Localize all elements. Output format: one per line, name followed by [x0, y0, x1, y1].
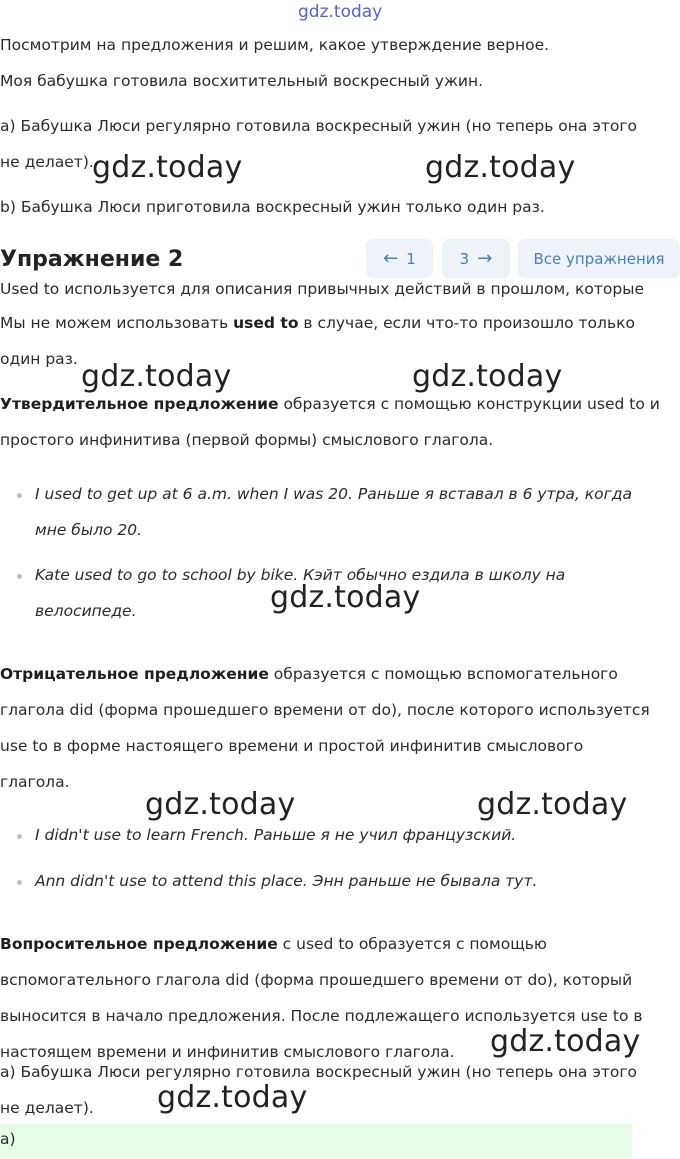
question-paragraph: Вопросительное предложение с used to образуется с помощью [0, 935, 547, 953]
question-paragraph-line-4: настоящем времени и инфинитив смыслового глагола. [0, 1043, 455, 1061]
paragraph-used-to: Мы не можем использовать used to в случае, если что-то произошло только [0, 314, 635, 332]
watermark: gdz.today [425, 150, 576, 185]
answer-text: a) [0, 1130, 16, 1148]
intro-line-2: Моя бабушка готовила восхитительный воскресный ужин. [0, 72, 484, 90]
negative-paragraph-line-4: глагола. [0, 773, 70, 791]
option-a-line-2: не делает). [0, 153, 94, 171]
bullet-icon [17, 834, 22, 839]
bullet-icon [17, 493, 22, 498]
bullet-icon [17, 880, 22, 885]
repeat-option-a-line-1: a) Бабушка Люси регулярно готовила воскресный ужин (но теперь она этого [0, 1063, 637, 1081]
answer-box [0, 1124, 632, 1159]
affirmative-example-2: Kate used to go to school by bike. Кэйт обычно ездила в школу на [35, 566, 566, 584]
negative-example-1: I didn't use to learn French. Раньше я не учил французский. [35, 826, 517, 844]
negative-paragraph: Отрицательное предложение образуется с помощью вспомогательного [0, 665, 618, 683]
negative-paragraph-line-3: use to в форме настоящего времени и простой инфинитив смыслового [0, 737, 584, 755]
watermark: gdz.today [145, 787, 296, 822]
affirmative-paragraph-line-2: простого инфинитива (первой формы) смыслового глагола. [0, 431, 494, 449]
repeat-option-a-line-2: не делает). [0, 1099, 94, 1117]
all-exercises-label: Все упражнения [533, 249, 665, 268]
bullet-icon [17, 574, 22, 579]
exercise-title: Упражнение 2 [0, 247, 184, 272]
option-a-line-1: a) Бабушка Люси регулярно готовила воскресный ужин (но теперь она этого [0, 117, 637, 135]
prev-exercise-button[interactable] [366, 239, 433, 278]
affirmative-example-2-line-2: велосипеде. [35, 602, 137, 620]
all-exercises-button[interactable] [518, 239, 680, 278]
clipped-text-line: Used to используется для описания привычных действий в прошлом, которые [0, 280, 645, 298]
arrow-right-icon: → [477, 247, 493, 269]
question-paragraph-line-3: выносится в начало предложения. После подлежащего используется use to в [0, 1007, 643, 1025]
prev-exercise-label: 1 [406, 249, 416, 268]
watermark: gdz.today [477, 787, 628, 822]
affirmative-paragraph: Утвердительное предложение образуется с помощью конструкции used to и [0, 395, 660, 413]
watermark: gdz.today [412, 359, 563, 394]
watermark: gdz.today [490, 1024, 641, 1059]
next-exercise-button[interactable] [442, 239, 510, 278]
next-exercise-label: 3 [459, 249, 470, 268]
watermark: gdz.today [92, 150, 243, 185]
paragraph-used-to-line-2: один раз. [0, 350, 78, 368]
affirmative-example-1: I used to get up at 6 a.m. when I was 20. Раньше я вставал в 6 утра, когда [35, 485, 632, 503]
arrow-left-icon: ← [383, 247, 399, 269]
watermark: gdz.today [157, 1080, 308, 1115]
watermark: gdz.today [270, 580, 421, 615]
option-b: b) Бабушка Люси приготовила воскресный ужин только один раз. [0, 198, 545, 216]
question-paragraph-line-2: вспомогательного глагола did (форма прошедшего времени от do), который [0, 971, 633, 989]
negative-example-2: Ann didn't use to attend this place. Энн раньше не бывала тут. [35, 872, 538, 890]
negative-paragraph-line-2: глагола did (форма прошедшего времени от do), после которого используется [0, 701, 650, 719]
intro-line-1: Посмотрим на предложения и решим, какое утверждение верное. [0, 36, 550, 54]
top-watermark: gdz.today [298, 2, 383, 22]
watermark: gdz.today [81, 359, 232, 394]
affirmative-example-1-line-2: мне было 20. [35, 521, 143, 539]
